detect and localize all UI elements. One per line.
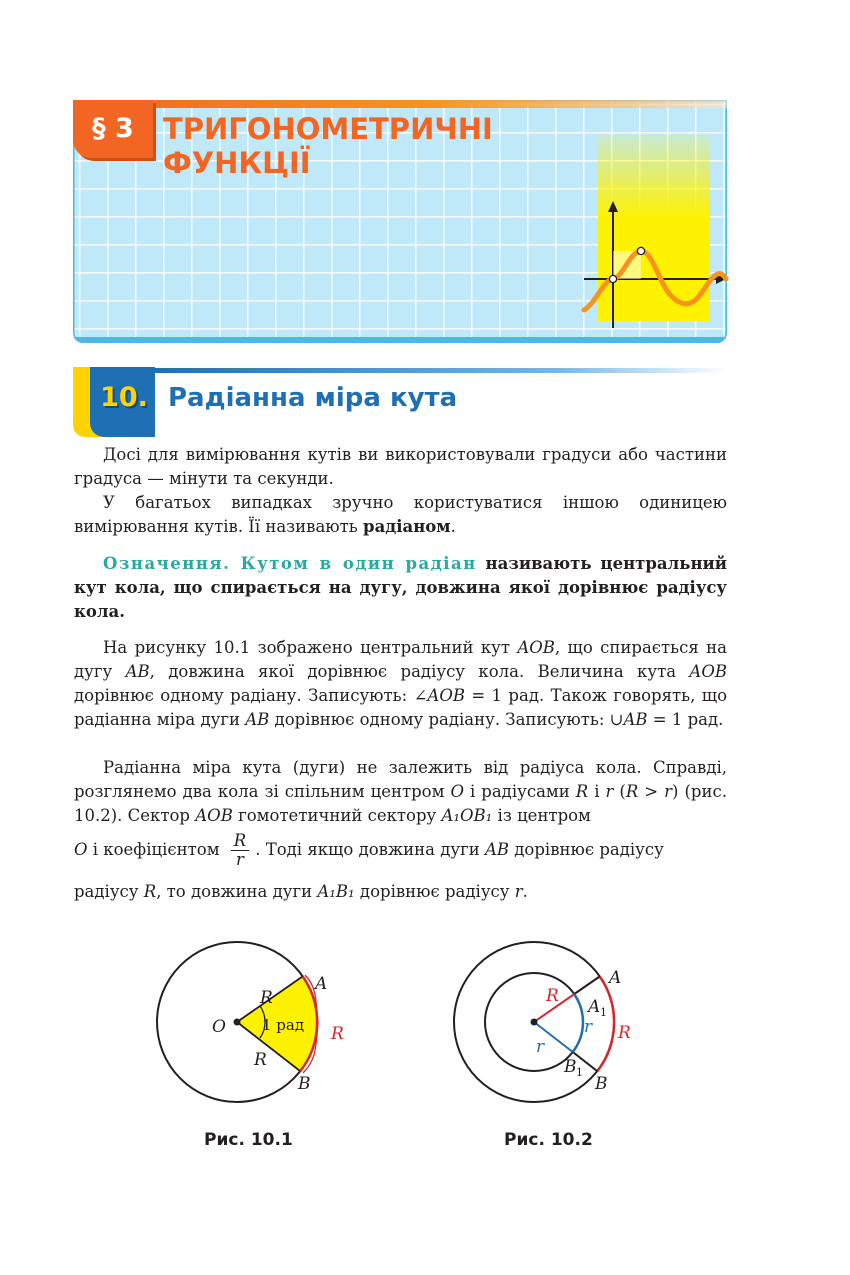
chapter-top-stripe bbox=[73, 100, 727, 108]
sine-graph-icon bbox=[580, 195, 730, 335]
section-header-bar bbox=[155, 368, 727, 373]
fig1-label-R-arc: R bbox=[331, 1024, 344, 1044]
intro-paragraph-2: У багатьох випадках зручно користуватися іншою одиницею вимірювання кутів. Її називають радіаном. bbox=[74, 493, 727, 536]
fig1-label-A: A bbox=[315, 974, 328, 994]
figure-10-1 bbox=[150, 935, 360, 1115]
section-title: Радіанна міра кута bbox=[168, 383, 458, 413]
chapter-title-line1: ТРИГОНОМЕТРИЧНІ bbox=[163, 112, 493, 146]
intro-text bbox=[74, 443, 727, 539]
arc-expression: ∪AB bbox=[609, 710, 648, 729]
fig2-label-R: R bbox=[546, 986, 559, 1006]
fig2-label-r: r bbox=[536, 1037, 545, 1057]
fig1-label-O: O bbox=[212, 1017, 226, 1037]
intro-paragraph-1: Досі для вимірювання кутів ви використовували градуси або частини градуса — мінути та секунди. bbox=[74, 445, 727, 488]
fig2-label-B: B bbox=[595, 1074, 608, 1094]
figure-10-1-caption: Рис. 10.1 bbox=[204, 1130, 293, 1150]
figure-10-2-caption: Рис. 10.2 bbox=[504, 1130, 593, 1150]
definition-text: називають центральний кут кола, що спирається на дугу, довжина якої дорівнює радіусу кола. bbox=[74, 554, 727, 621]
fig1-label-R-bottom: R bbox=[254, 1050, 267, 1070]
definition-term: Означення. Кутом в один радіан bbox=[103, 554, 477, 573]
paragraph-3: На рисунку 10.1 зображено центральний кут AOB, що спирається на дугу AB, довжина якої дорівнює радіусу кола. Величина кута AOB дорівнює одному радіану. Записують: ∠AOB = 1 рад. Також говорять, що радіанна міра дуги AB дорівнює одному радіану. Записують: ∪AB = 1 рад. bbox=[74, 638, 727, 729]
fig2-label-R-arc: R bbox=[618, 1023, 631, 1043]
section-number: 10. bbox=[100, 382, 148, 413]
fig1-label-R-top: R bbox=[260, 988, 273, 1008]
fraction-R-over-r: $\frac{R}{r}$ bbox=[231, 832, 249, 869]
paragraph-badge: § 3 bbox=[73, 100, 153, 158]
fig2-label-r-arc: r bbox=[584, 1017, 593, 1037]
chapter-bottom-stripe bbox=[73, 337, 727, 343]
definition-block bbox=[74, 552, 727, 624]
angle-expression: ∠AOB bbox=[413, 686, 465, 705]
fig2-sub-A1: 1 bbox=[600, 1006, 607, 1019]
figure-10-2 bbox=[447, 935, 657, 1115]
chapter-title-line2: ФУНКЦІЇ bbox=[163, 146, 311, 180]
term-radian: радіаном bbox=[363, 517, 451, 536]
chapter-title bbox=[163, 112, 493, 180]
fig2-label-A: A bbox=[609, 968, 622, 988]
fig1-label-B: B bbox=[298, 1074, 311, 1094]
fig2-sub-B1: 1 bbox=[576, 1066, 583, 1079]
fig2-label-A1: A bbox=[588, 997, 601, 1017]
fig1-angle-label: 1 рад bbox=[262, 1016, 305, 1034]
fig2-label-B1: B bbox=[564, 1057, 577, 1077]
paragraph-4-end: радіусу R, то довжина дуги A₁B₁ дорівнює радіусу r. bbox=[74, 882, 528, 901]
paragraph-4: Радіанна міра кута (дуги) не залежить від радіуса кола. Справді, розглянемо два кола зі спільним центром O і радіусами R і r (R > r) (рис. 10.2). Сектор AOB гомотетичний сектору A₁OB₁ із центром O і коефіцієнтом $\frac{R}{r}$ . Тоді якщо довжина дуги AB дорівнює радіусу bbox=[74, 758, 727, 869]
